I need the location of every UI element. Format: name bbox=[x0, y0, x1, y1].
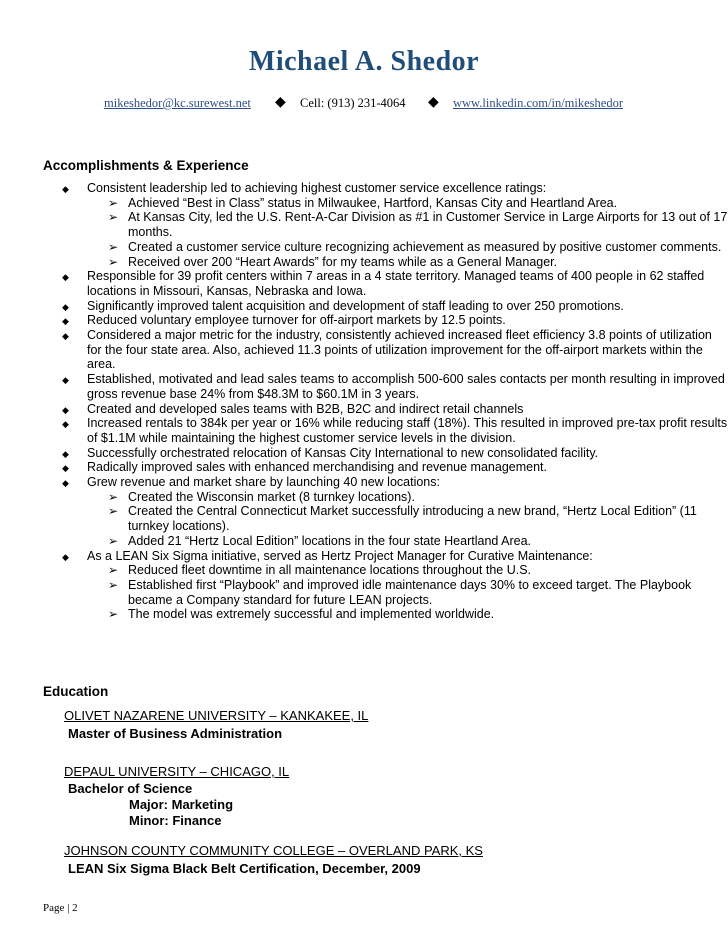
list-item bbox=[0, 313, 728, 328]
item-text: Significantly improved talent acquisition and development of staff leading to over 250 promotions. bbox=[87, 298, 624, 313]
list-item bbox=[0, 416, 728, 445]
list-item bbox=[0, 269, 728, 298]
list-item bbox=[0, 549, 728, 564]
sub-item bbox=[0, 563, 728, 578]
sub-item bbox=[0, 504, 728, 533]
item-text: Radically improved sales with enhanced merchandising and revenue management. bbox=[87, 460, 547, 475]
sub-item bbox=[0, 534, 728, 549]
item-text: Reduced voluntary employee turnover for off-airport markets by 12.5 points. bbox=[87, 313, 506, 328]
education-heading: Education bbox=[43, 684, 109, 699]
arrow-bullet-icon: ➢ bbox=[108, 195, 119, 210]
sub-item-text: Achieved “Best in Class” status in Milwaukee, Hartford, Kansas City and Heartland Area. bbox=[128, 195, 618, 210]
list-item bbox=[0, 446, 728, 461]
list-item bbox=[0, 299, 728, 314]
linkedin-link[interactable]: www.linkedin.com/in/mikeshedor bbox=[453, 96, 623, 110]
item-text: Responsible for 39 profit centers within 7 areas in a 4 state territory. Managed teams of 400 people in 62 staffed locations in Missouri, Kansas, Nebraska and Iowa. bbox=[87, 269, 705, 298]
item-text: Consistent leadership led to achieving highest customer service excellence ratings: bbox=[87, 181, 547, 195]
item-text: Established, motivated and lead sales teams to accomplish 500-600 sales contacts per month resulting in improved gross revenue base 24% from $48.3M to $60.1M in 3 years. bbox=[87, 372, 725, 401]
diamond-bullet-icon: ◆ bbox=[62, 551, 69, 562]
separator-diamond-icon: ◆ bbox=[428, 95, 439, 110]
diamond-bullet-icon: ◆ bbox=[62, 272, 69, 283]
resume-name: Michael A. Shedor bbox=[248, 46, 480, 77]
sub-item bbox=[0, 240, 728, 255]
arrow-bullet-icon: ➢ bbox=[108, 607, 119, 622]
arrow-bullet-icon: ➢ bbox=[108, 504, 119, 519]
degree-bs: Bachelor of Science bbox=[68, 781, 193, 796]
sub-item-text: Created the Wisconsin market (8 turnkey locations). bbox=[128, 489, 415, 504]
sub-item-text: Created a customer service culture recognizing achievement as measured by positive customer comments. bbox=[128, 239, 722, 254]
email-link[interactable]: mikeshedor@kc.surewest.net bbox=[104, 96, 251, 110]
diamond-bullet-icon: ◆ bbox=[62, 419, 69, 430]
sub-item bbox=[0, 578, 728, 607]
arrow-bullet-icon: ➢ bbox=[108, 563, 119, 578]
sub-item-text: Created the Central Connecticut Market successfully introducing a new brand, “Hertz Local Edition” (11 turnkey locations). bbox=[128, 504, 697, 534]
arrow-bullet-icon: ➢ bbox=[108, 577, 119, 592]
sub-item bbox=[0, 210, 728, 239]
arrow-bullet-icon: ➢ bbox=[108, 533, 119, 548]
separator-diamond-icon: ◆ bbox=[275, 95, 286, 110]
diamond-bullet-icon: ◆ bbox=[62, 478, 69, 489]
diamond-bullet-icon: ◆ bbox=[62, 375, 69, 386]
school-johnson-county: JOHNSON COUNTY COMMUNITY COLLEGE – OVERLAND PARK, KS bbox=[64, 843, 483, 858]
item-text: Successfully orchestrated relocation of Kansas City International to new consolidated facility. bbox=[87, 445, 599, 460]
accomplishments-list bbox=[0, 181, 728, 622]
item-text: As a LEAN Six Sigma initiative, served as Hertz Project Manager for Curative Maintenance: bbox=[87, 548, 593, 563]
list-item bbox=[0, 460, 728, 475]
list-item bbox=[0, 181, 728, 196]
sub-item bbox=[0, 196, 728, 211]
arrow-bullet-icon: ➢ bbox=[108, 210, 119, 225]
school-depaul: DEPAUL UNIVERSITY – CHICAGO, IL bbox=[64, 764, 290, 779]
arrow-bullet-icon: ➢ bbox=[108, 254, 119, 269]
list-item bbox=[0, 328, 728, 372]
sub-item-text: Added 21 “Hertz Local Edition” locations in the four state Heartland Area. bbox=[128, 533, 532, 548]
item-text: Considered a major metric for the industry, consistently achieved increased fleet efficiency 3.8 points of utilization for the four state area. Also, achieved 11.3 points of utilization improvement for the off-airport markets within the area. bbox=[87, 328, 712, 372]
minor: Minor: Finance bbox=[129, 813, 222, 828]
diamond-bullet-icon: ◆ bbox=[62, 184, 69, 194]
list-item bbox=[0, 475, 728, 490]
diamond-bullet-icon: ◆ bbox=[62, 331, 69, 342]
sub-item bbox=[0, 490, 728, 505]
school-olivet: OLIVET NAZARENE UNIVERSITY – KANKAKEE, IL bbox=[64, 708, 369, 723]
sub-item-text: At Kansas City, led the U.S. Rent-A-Car Division as #1 in Customer Service in Large Airports for 13 out of 17 months. bbox=[128, 210, 728, 240]
item-text: Created and developed sales teams with B2B, B2C and indirect retail channels bbox=[87, 401, 524, 416]
sub-item bbox=[0, 255, 728, 270]
item-text: Increased rentals to 384k per year or 16% while reducing staff (18%). This resulted in improved pre-tax profit results of $1.1M while maintaining the highest customer service levels in the division. bbox=[87, 416, 728, 445]
sub-item-text: The model was extremely successful and implemented worldwide. bbox=[128, 607, 495, 622]
sub-item bbox=[0, 607, 728, 622]
arrow-bullet-icon: ➢ bbox=[108, 489, 119, 504]
diamond-bullet-icon: ◆ bbox=[62, 463, 69, 474]
cell-phone: Cell: (913) 231-4064 bbox=[300, 96, 406, 110]
accomplishments-heading: Accomplishments & Experience bbox=[43, 158, 249, 173]
sub-item-text: Established first “Playbook” and improved idle maintenance days 30% to exceed target. The Playbook became a Company standard for future LEAN projects. bbox=[128, 577, 692, 607]
degree-mba: Master of Business Administration bbox=[68, 726, 283, 741]
list-item bbox=[0, 402, 728, 417]
diamond-bullet-icon: ◆ bbox=[62, 404, 69, 415]
diamond-bullet-icon: ◆ bbox=[62, 316, 69, 327]
diamond-bullet-icon: ◆ bbox=[62, 448, 69, 459]
major: Major: Marketing bbox=[129, 797, 234, 812]
certification: LEAN Six Sigma Black Belt Certification, December, 2009 bbox=[68, 861, 421, 876]
sub-item-text: Received over 200 “Heart Awards” for my teams while as a General Manager. bbox=[128, 254, 558, 269]
list-item bbox=[0, 372, 728, 401]
page-number: Page | 2 bbox=[43, 902, 78, 914]
sub-item-text: Reduced fleet downtime in all maintenance locations throughout the U.S. bbox=[128, 563, 532, 578]
arrow-bullet-icon: ➢ bbox=[108, 239, 119, 254]
diamond-bullet-icon: ◆ bbox=[62, 301, 69, 312]
item-text: Grew revenue and market share by launching 40 new locations: bbox=[87, 475, 440, 490]
